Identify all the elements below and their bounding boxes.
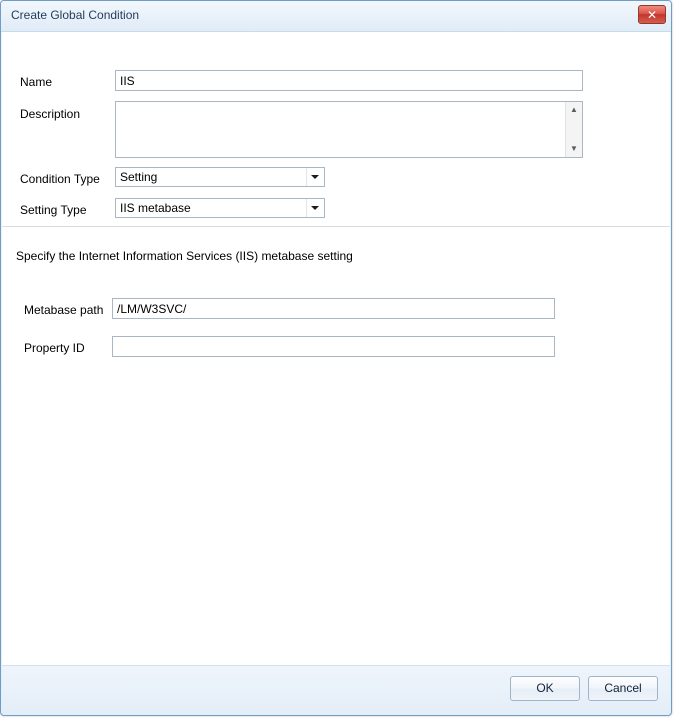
setting-type-value: IIS metabase <box>120 201 191 215</box>
description-text[interactable] <box>116 102 566 157</box>
ok-button[interactable]: OK <box>510 676 580 701</box>
metabase-settings-pane <box>2 227 670 714</box>
setting-type-select[interactable] <box>115 198 325 218</box>
condition-type-label: Condition Type <box>20 172 100 186</box>
title-bar <box>1 1 671 32</box>
chevron-down-icon[interactable] <box>306 199 324 217</box>
description-label: Description <box>20 107 81 121</box>
close-icon[interactable]: ✕ <box>638 5 666 24</box>
metabase-path-input[interactable] <box>112 298 555 319</box>
description-scrollbar[interactable] <box>565 102 582 157</box>
condition-type-select[interactable] <box>115 167 325 187</box>
cancel-button[interactable]: Cancel <box>588 676 658 701</box>
window-title: Create Global Condition <box>11 8 140 22</box>
dialog-footer <box>2 665 670 714</box>
general-settings-pane <box>2 32 670 227</box>
description-field[interactable] <box>115 101 583 158</box>
scroll-down-icon[interactable]: ▼ <box>570 144 578 153</box>
property-id-label: Property ID <box>24 341 85 355</box>
property-id-input[interactable] <box>112 336 555 357</box>
setting-type-label: Setting Type <box>20 203 87 217</box>
scroll-up-icon[interactable]: ▲ <box>570 105 578 114</box>
dialog-content <box>2 32 670 714</box>
condition-type-value: Setting <box>120 170 158 184</box>
chevron-down-icon[interactable] <box>306 168 324 186</box>
section-instruction: Specify the Internet Information Services (IIS) metabase setting <box>16 249 353 263</box>
metabase-path-label: Metabase path <box>24 303 104 317</box>
name-input[interactable] <box>115 70 583 91</box>
name-label: Name <box>20 75 53 89</box>
